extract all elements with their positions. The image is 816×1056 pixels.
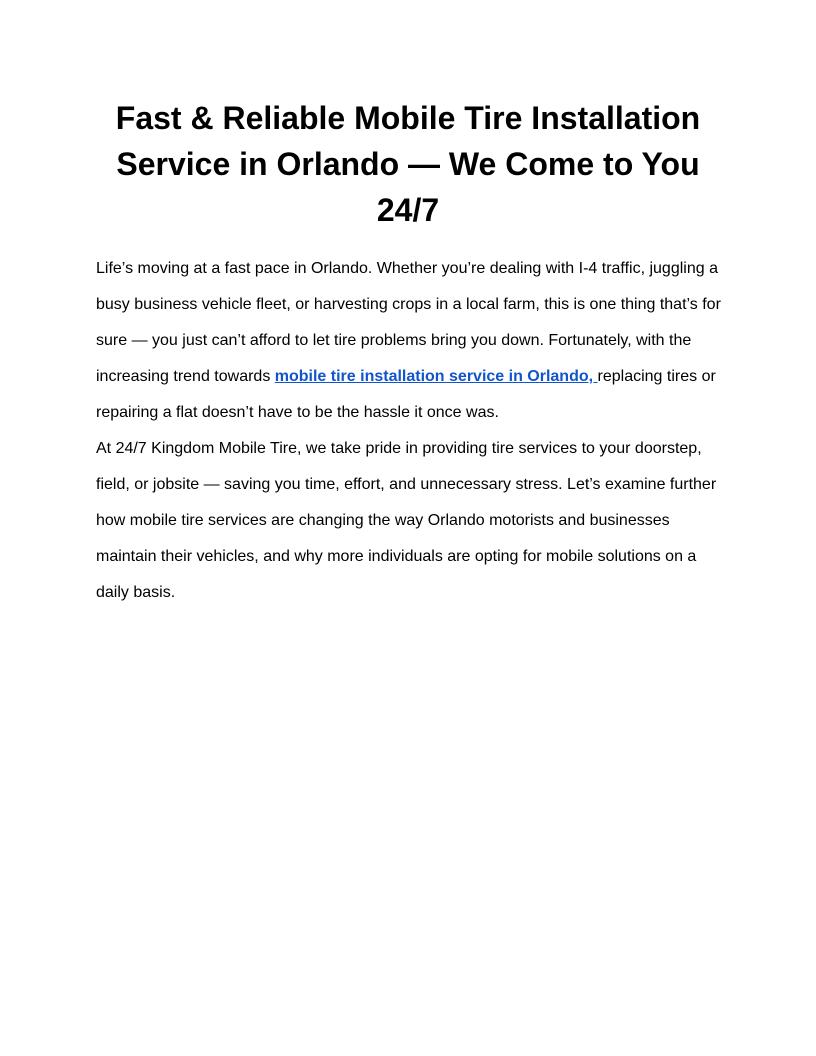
intro-paragraph bbox=[96, 251, 726, 431]
document-title: Fast & Reliable Mobile Tire Installation Service in Orlando — We Come to You 24/7 bbox=[115, 100, 701, 228]
intro-text-before-link: Life’s moving at a fast pace in Orlando. Whether you’re dealing with I-4 traffic, juggling a busy business vehicle fleet, or harvesting crops in a local farm, this is one thing that’s for sure — you just can’t afford to let tire problems bring you down. Fortunately, with the increasing trend towards bbox=[96, 260, 721, 385]
intro-text-after-link: replacing tires or repairing a flat doesn’t have to be the hassle it once was. bbox=[96, 368, 716, 421]
company-paragraph: At 24/7 Kingdom Mobile Tire, we take pride in providing tire services to your doorstep, field, or jobsite — saving you time, effort, and unnecessary stress. Let’s examine further how mobile tire services are changing the way Orlando motorists and businesses maintain their vehicles, and why more individuals are opting for mobile solutions on a daily basis. bbox=[96, 440, 717, 601]
mobile-tire-installation-link[interactable]: mobile tire installation service in Orlando, bbox=[274, 368, 598, 385]
document-body bbox=[96, 251, 726, 611]
